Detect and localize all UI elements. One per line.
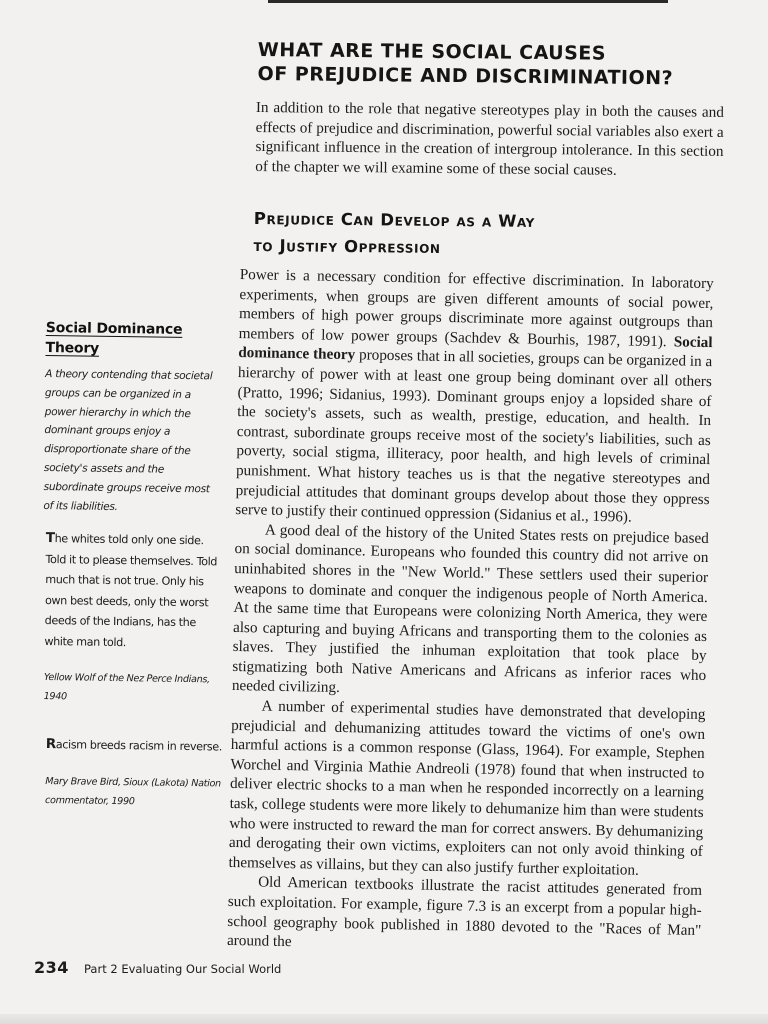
quote-2-text	[46, 734, 224, 758]
quote-1-initial: T	[45, 529, 55, 547]
chapter-section-title	[257, 38, 727, 91]
body-paragraph-2: A good deal of the history of the United States rests on prejudice based on social dominance. Europeans who founded this country did not arrive on uninhabited shores in the "New World." These settlers used their superior weapons to dominate and conquer the indigenous people of North America. At the same time that Europeans were colonizing North America, they were also capturing and buying Africans and transporting them to the colonies as slaves. They justified the inhuman exploitation that took place by stigmatizing both Native Americans and Africans as inferior races who needed civilizing.	[231, 521, 710, 697]
running-head: Part 2 Evaluating Our Social World	[84, 962, 282, 976]
margin-glossary	[43, 318, 224, 518]
body-paragraph-3: A number of experimental studies have demonstrated that developing prejudicial and dehumanizing attitudes toward the victims of one's own harmful actions is a common response (Glass, 1964). For example, Stephen Worchel and Virginia Mathie Andreoli (1978) found that when instructed to deliver electric shocks to a man when he responded incorrectly on a learning task, college students were more likely to dehumanize him than were students who were instructed to reward the man for correct answers. By dehumanizing and derogating their own victims, exploiters can not only avoid thinking of themselves as villains, but they can also justify further exploitation.	[228, 697, 706, 879]
body-paragraph-1	[235, 265, 714, 529]
page-footer	[34, 958, 434, 977]
quote-2-attribution: Mary Brave Bird, Sioux (Lakota) Nation commentator, 1990	[45, 775, 221, 807]
quote-2-initial: R	[45, 735, 56, 753]
body-paragraph-4: Old American textbooks illustrate the racist attitudes generated from such exploitation. For example, figure 7.3 is an excerpt from a popular high-school geography book published in 1880 devoted to the "Races of Man" around the	[226, 873, 703, 951]
scan-edge	[0, 1014, 768, 1024]
page-number: 234	[34, 958, 69, 977]
paragraph-1-start: Power is a necessary condition for effective discrimination. In laboratory experiments, when groups are given different amounts of social power, members of high power groups discriminate more against outgroups than members of low power groups (Sachdev & Bourhis, 1987, 1991).	[238, 265, 714, 350]
subsection-heading	[253, 205, 694, 264]
margin-quote-1	[44, 528, 224, 708]
top-rule	[268, 0, 668, 3]
section-title-line-1: WHAT ARE THE SOCIAL CAUSES	[257, 38, 607, 65]
key-term-social-dominance: Social dominance theory	[238, 333, 713, 364]
quote-1-body: he whites told only one side. Told it to please themselves. Told much that is not true. Only his own best deeds, only the worst deeds of the Indians, has the white man told.	[44, 532, 218, 649]
section-title-line-2: OF PREJUDICE AND DISCRIMINATION?	[257, 62, 674, 90]
quote-1-attribution: Yellow Wolf of the Nez Perce Indians, 1940	[43, 671, 210, 703]
intro-paragraph: In addition to the role that negative stereotypes play in both the causes and effects of prejudice and discrimination, powerful social variables also exert a significant influence in the creation of intergroup intolerance. In this section of the chapter we will examine some of these social causes.	[255, 98, 724, 179]
glossary-term: Social Dominance Theory	[45, 319, 183, 357]
margin-quote-2	[45, 734, 224, 812]
quote-1-text	[44, 528, 224, 654]
glossary-definition: A theory contending that societal groups can be organized in a power hierarchy in which the dominant groups enjoy a disproportionate share of the society's assets and the subordinate groups receive most of its liabilities.	[43, 367, 213, 513]
paragraph-1-end: proposes that in all societies, groups can be organized in a hierarchy of power with at least one group being dominant over all others (Pratto, 1996; Sidanius, 1993). Dominant groups enjoy a lopsided share of the society's assets, such as wealth, prestige, education, and health. In contrast, subordinate groups receive most of the society's liabilities, such as poverty, social stigma, illiteracy, poor health, and high levels of criminal punishment. What history teaches us is that the negative stereotypes and prejudicial attitudes that dominant groups develop about those they oppress serve to justify their continued oppression (Sidanius et al., 1996).	[235, 346, 713, 526]
main-body-text	[227, 265, 714, 960]
quote-2-body: acism breeds racism in reverse.	[55, 738, 223, 754]
subsection-heading-line-2: to Justify Oppression	[253, 235, 441, 257]
subsection-heading-line-1: Prejudice Can Develop as a Way	[253, 208, 536, 231]
